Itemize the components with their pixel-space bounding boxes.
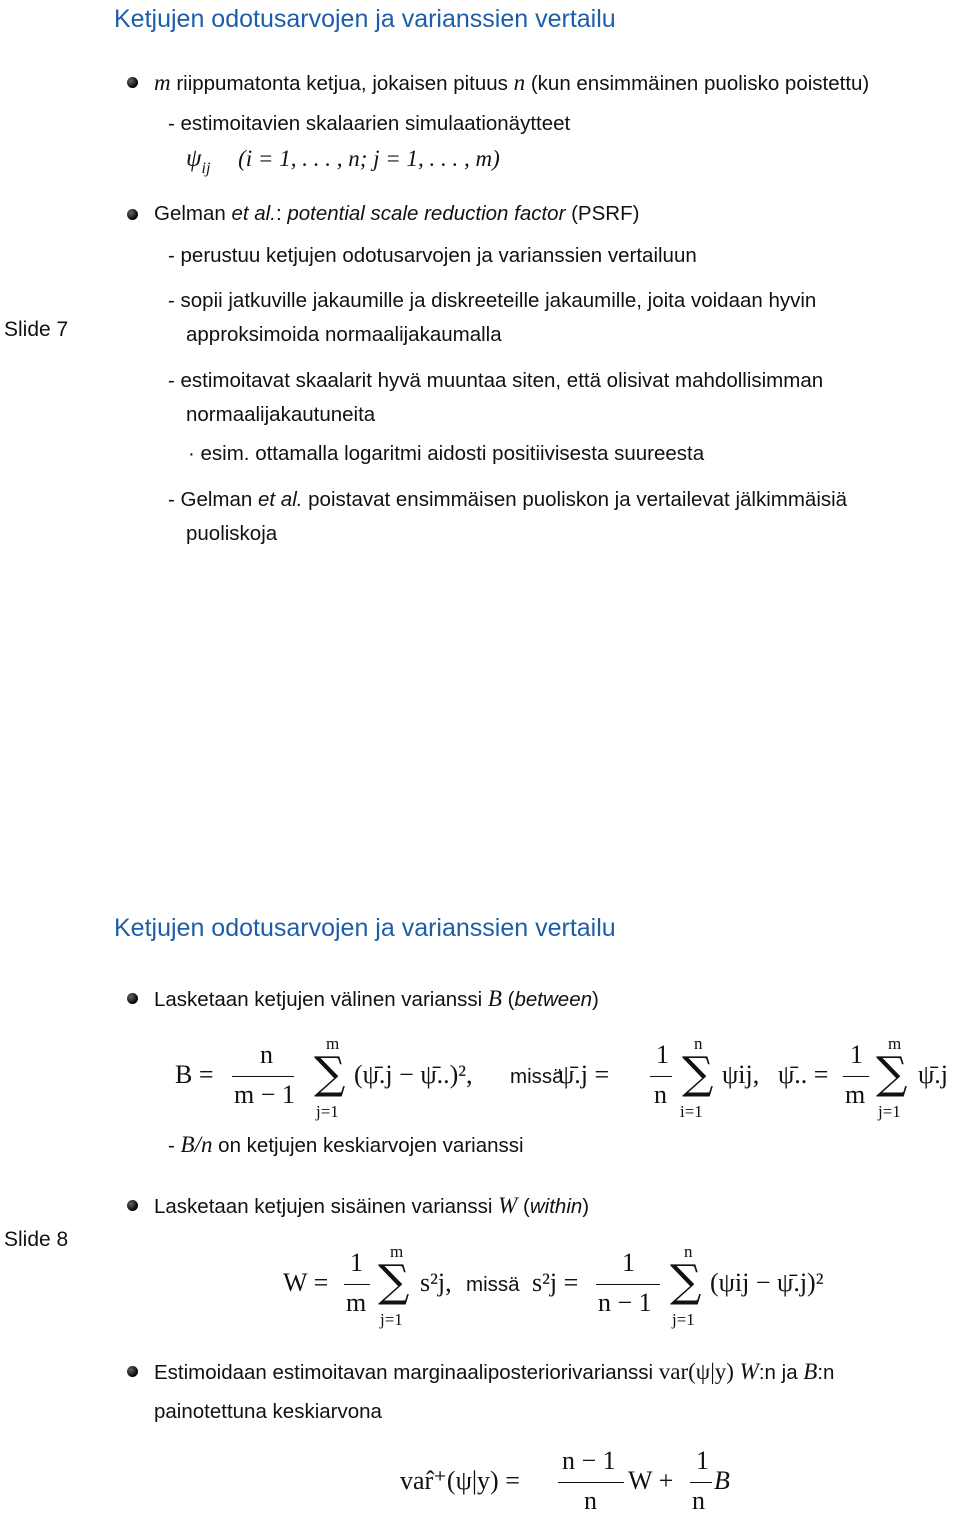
math-lhs: s²j = (532, 1268, 579, 1297)
math-lhs: ψ̄.j = (558, 1060, 610, 1089)
math-denominator: n (584, 1486, 597, 1515)
text: ) (582, 1195, 590, 1218)
text: : (275, 202, 288, 225)
math-term: s²j, (420, 1268, 452, 1297)
fraction-bar (232, 1076, 294, 1077)
text-italic: et al. (231, 202, 276, 225)
math-numerator: 1 (350, 1248, 363, 1277)
bullet-1-sub (168, 1132, 524, 1158)
math-term: W + (628, 1466, 674, 1495)
slide-number: Slide 7 (4, 318, 69, 341)
bullet-2 (154, 1193, 589, 1219)
math-numerator: n − 1 (562, 1446, 616, 1475)
fraction-bar (558, 1482, 624, 1483)
bullet-2-sub-3-cont: normaalijakautuneita (186, 403, 376, 426)
bullet-2-sub-4-cont: puoliskoja (186, 522, 278, 545)
sum-upper: n (684, 1242, 693, 1261)
text: - (168, 1134, 181, 1157)
math-denominator: n − 1 (598, 1288, 652, 1317)
text: (PSRF) (565, 202, 640, 225)
math-lhs: B = (175, 1060, 214, 1089)
text: Estimoidaan estimoitavan marginaaliposteriorivarianssi (154, 1361, 659, 1384)
text: Lasketaan ketjujen sisäinen varianssi (154, 1195, 499, 1218)
bullet-2-sub-1: - perustuu ketjujen odotusarvojen ja varianssien vertailuun (168, 244, 697, 267)
bullet-3 (154, 1359, 834, 1385)
sum-lower: j=1 (380, 1310, 403, 1329)
bullet-2-sub-3: - estimoitavat skaalarit hyvä muuntaa siten, että olisivat mahdollisimman (168, 369, 824, 392)
math-sub: ij (201, 160, 211, 177)
bullet-2-sub-4 (168, 488, 847, 512)
math-range: (i = 1, . . . , n; j = 1, . . . , m) (238, 146, 500, 171)
math-numerator: 1 (656, 1040, 669, 1069)
sum-lower: i=1 (680, 1102, 703, 1121)
math-n: n (513, 70, 526, 95)
fraction-bar (650, 1076, 672, 1077)
bullet-icon (127, 993, 138, 1004)
bullet-2-sub-3-item: · esim. ottamalla logaritmi aidosti positiivisesta suureesta (188, 442, 705, 465)
sum-icon: ∑ (876, 1048, 908, 1099)
math-W: W (739, 1359, 759, 1384)
math-term: ψij, (722, 1060, 760, 1089)
math-denominator: n (692, 1486, 705, 1515)
math-term: (ψ̄.j − ψ̄..)², (354, 1060, 473, 1089)
math-psi: ψ (186, 145, 202, 172)
text: ( (501, 988, 515, 1011)
text: (kun ensimmäinen puolisko poistettu) (525, 72, 870, 95)
text: :n ja (758, 1361, 804, 1384)
bullet-2 (154, 202, 639, 226)
math-lhs: ψ̄.. = (778, 1060, 829, 1089)
math-term: B (714, 1466, 730, 1495)
text: poistavat ensimmäisen puoliskon ja vertailevat jälkimmäisiä (302, 488, 848, 511)
math-term: ψ̄.j (918, 1060, 948, 1089)
sum-upper: m (390, 1242, 404, 1261)
text: riippumatonta ketjua, jokaisen pituus (170, 72, 514, 95)
slide-8 (0, 900, 960, 1515)
slide-title: Ketjujen odotusarvojen ja varianssien vertailu (114, 5, 616, 33)
sum-upper: m (326, 1034, 340, 1053)
bullet-2-sub-2-cont: approksimoida normaalijakaumalla (186, 323, 502, 346)
text-italic: within (529, 1195, 583, 1218)
math-numerator: 1 (622, 1248, 635, 1277)
math-numerator: n (260, 1040, 273, 1069)
sum-upper: m (888, 1034, 902, 1053)
text: missä (510, 1065, 564, 1088)
bullet-icon (127, 77, 138, 88)
sum-icon: ∑ (378, 1256, 410, 1307)
math-term: (ψij − ψ̄.j)² (710, 1268, 824, 1297)
text: ) (592, 988, 599, 1011)
slide-title: Ketjujen odotusarvojen ja varianssien vertailu (114, 914, 616, 942)
math-var: var(ψ|y) (658, 1359, 734, 1384)
math-numerator: 1 (696, 1446, 709, 1475)
math-lhs: var̂⁺(ψ|y) = (400, 1466, 520, 1495)
fraction-bar (690, 1482, 712, 1483)
bullet-icon (127, 1366, 138, 1377)
bullet-icon (127, 209, 138, 220)
math-denominator: m − 1 (234, 1080, 295, 1109)
bullet-1-sub: - estimoitavien skalaarien simulaationäytteet (168, 112, 571, 135)
bullet-1 (154, 70, 869, 96)
text: - Gelman (168, 488, 258, 511)
text-italic: potential scale reduction factor (287, 202, 566, 225)
text-italic: between (514, 988, 593, 1011)
text: on ketjujen keskiarvojen varianssi (212, 1134, 524, 1157)
bullet-icon (127, 1200, 138, 1211)
math-denominator: m (845, 1080, 866, 1109)
fraction-bar (596, 1284, 660, 1285)
math-denominator: m (346, 1288, 367, 1317)
sum-icon: ∑ (682, 1048, 714, 1099)
fraction-bar (843, 1076, 869, 1077)
text: Gelman (154, 202, 232, 225)
math-W: W (498, 1193, 518, 1218)
math-lhs: W = (283, 1268, 329, 1297)
bullet-1 (154, 986, 599, 1012)
text: missä (466, 1273, 520, 1296)
math-B-over-n: B/n (180, 1132, 213, 1157)
math-B: B (803, 1359, 818, 1384)
sum-icon: ∑ (314, 1048, 346, 1099)
text-italic: et al. (258, 488, 303, 511)
sum-lower: j=1 (316, 1102, 339, 1121)
math-m: m (154, 70, 171, 95)
math-denominator: n (654, 1080, 667, 1109)
bullet-2-sub-2: - sopii jatkuville jakaumille ja diskreeteille jakaumille, joita voidaan hyvin (168, 289, 817, 312)
fraction-bar (344, 1284, 370, 1285)
sum-lower: j=1 (672, 1310, 695, 1329)
text: Lasketaan ketjujen välinen varianssi (154, 988, 488, 1011)
math-numerator: 1 (850, 1040, 863, 1069)
formula-psi-ij (186, 145, 500, 177)
slide-number: Slide 8 (4, 1228, 69, 1251)
bullet-3-cont: painotettuna keskiarvona (154, 1400, 382, 1423)
sum-icon: ∑ (670, 1256, 702, 1307)
sum-lower: j=1 (878, 1102, 901, 1121)
text: ( (517, 1195, 530, 1218)
math-B: B (487, 986, 502, 1011)
text: :n (817, 1361, 835, 1384)
sum-upper: n (694, 1034, 703, 1053)
